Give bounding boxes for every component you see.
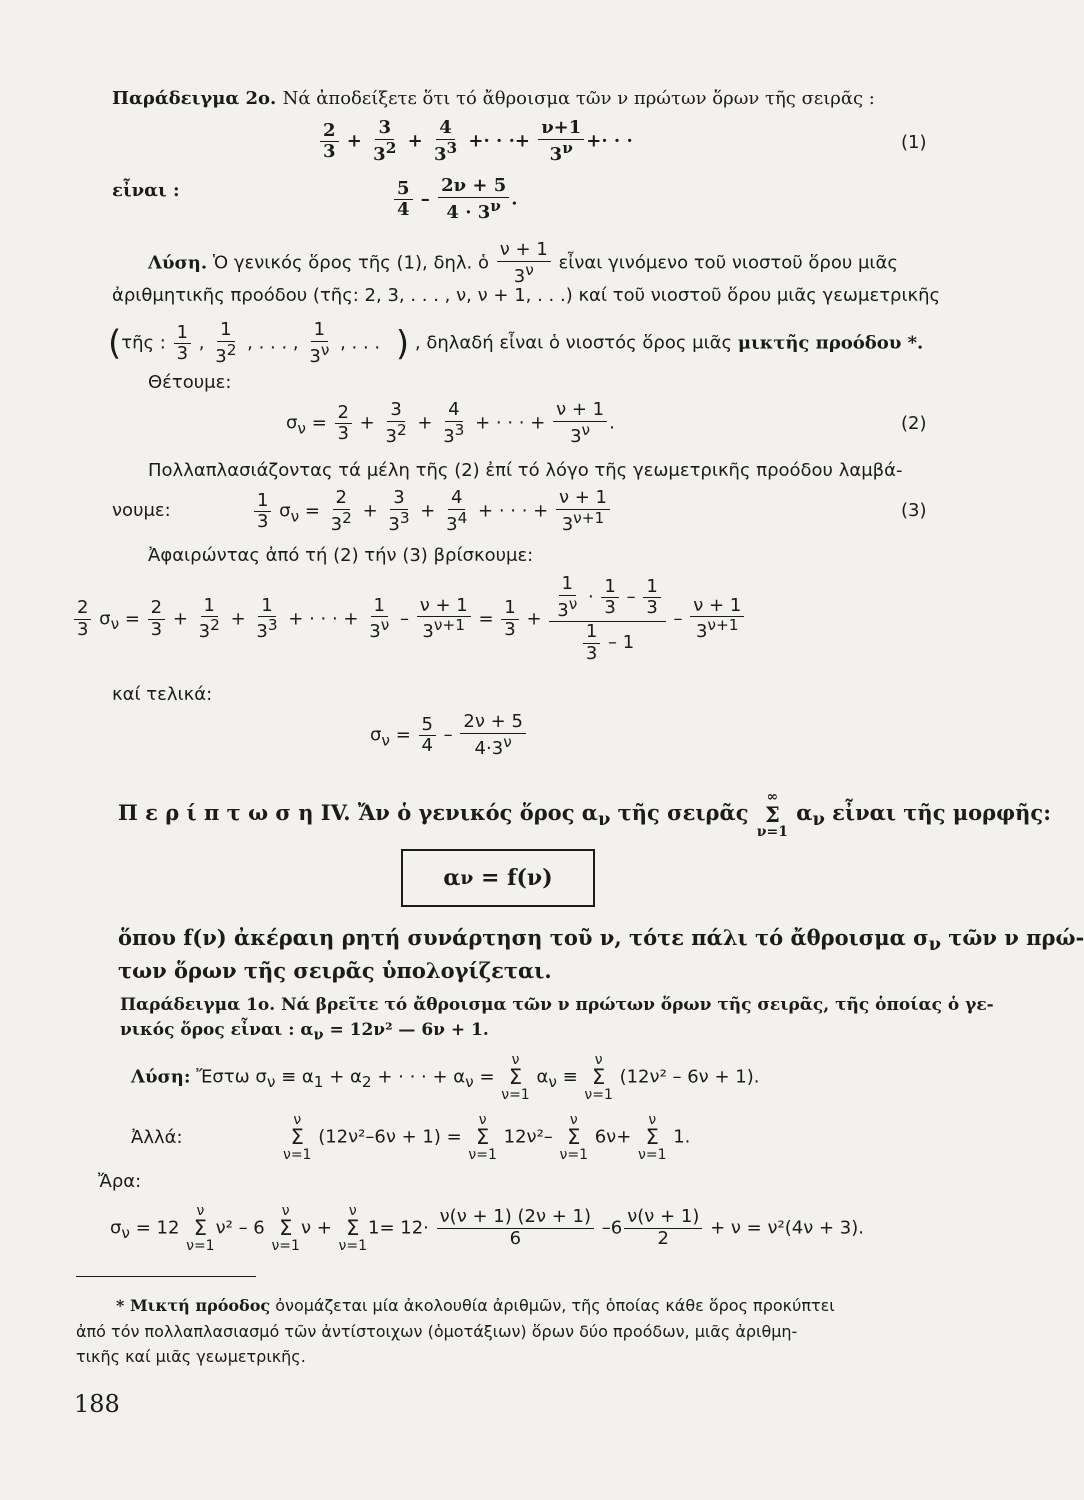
solution-line3: (τῆς : $\frac{1}{3}$ , $\frac{1}{3^2}$ , . . . , $\frac{1}{3^\nu}$ , . . . ) , δηλαδή εἶναι ὁ νιοστός ὅρος μιᾶς μικτῆς προόδου *. [108, 319, 924, 367]
footnote-text2: ἀπό τόν πολλαπλασιασμό τῶν ἀντίστοιχων (ὁμοτάξιων) ὅρων δύο προόδων, μιᾶς ἀριθμη- [76, 1322, 798, 1341]
footnote-line1 [116, 1296, 835, 1315]
eq3-label: (3) [901, 500, 927, 521]
final-sum-eq: $\sigma_\nu$ = $\frac{5}{4}$ – $\frac{2\nu + 5}{4\cdot 3^\nu}$ [370, 712, 528, 759]
case4-heading-line: Π ε ρ ί π τ ω σ η IV. Ἄν ὁ γενικός ὅρος $\alpha_\nu$ τῆς σειρᾶς ∞ Σ ν=1 $\alpha_\nu$ εἶναι τῆς μορφῆς: [118, 789, 1051, 840]
case4-para2: των ὅρων τῆς σειρᾶς ὑπολογίζεται. [118, 958, 552, 983]
example2-text: Νά ἀποδείξετε ὅτι τό ἄθροισμα τῶν ν πρώτων ὅρων τῆς σειρᾶς : [282, 88, 875, 109]
footnote-rule [76, 1276, 256, 1277]
series-equation: $\frac{2}{3}$ + $\frac{3}{3^2}$ + $\frac{4}{3^3}$ +· · ·+ $\frac{\nu+1}{3^\nu}$ +· · · [318, 118, 633, 165]
solution-line3-a: τῆς : [121, 332, 166, 354]
example1-line2: νικός ὅρος εἶναι : $\alpha_\nu = 12\nu^2$ — 6ν + 1. [120, 1020, 489, 1044]
alla-eq: ν Σ ν=1 (12ν²–6ν + 1) = ν Σ ν=1 12ν²– ν Σ ν=1 6ν+ ν Σ ν=1 1. [283, 1112, 691, 1163]
example1-solution-label: Λύση: [131, 1066, 191, 1088]
eq1-label: (1) [901, 132, 927, 153]
eq2-label: (2) [901, 413, 927, 434]
boxed-formula: α ν = f(ν) [401, 849, 595, 907]
case4-text-c: εἶναι τῆς μορφῆς: [824, 800, 1051, 825]
boxed-formula-rhs: f(ν) [507, 865, 553, 891]
case4-para-line1: ὅπου f(ν) ἀκέραιη ρητή συνάρτηση τοῦ ν, τότε πάλι τό ἄθροισμα $\sigma_\nu$ τῶν ν πρώ- [118, 925, 1084, 956]
pollapl-text: Πολλαπλασιάζοντας τά μέλη τῆς (2) ἐπί τό λόγο τῆς γεωμετρικῆς προόδου λαμβά- [148, 460, 903, 481]
footnote-text1: ὀνομάζεται μία ἀκολουθία ἀριθμῶν, τῆς ὁποίας κάθε ὅρος προκύπτει [275, 1296, 835, 1315]
case4-text-b: τῆς σειρᾶς [610, 800, 749, 825]
afair-text: Ἀφαιρώντας ἀπό τή (2) τήν (3) βρίσκουμε: [148, 545, 534, 566]
alla-label: Ἀλλά: [131, 1127, 183, 1148]
solution-line1-b: εἶναι γινόμενο τοῦ νιοστοῦ ὅρου μιᾶς [558, 252, 898, 274]
telika-text: καί τελικά: [112, 684, 213, 705]
solution-line2: ἀριθμητικῆς προόδου (τῆς: 2, 3, . . . , ν, ν + 1, . . .) καί τοῦ νιοστοῦ ὅρου μιᾶς γεωμετρικῆς [112, 285, 941, 306]
ara-label: Ἄρα: [98, 1171, 142, 1192]
example1-solution: Λύση: Ἔστω $\sigma_\nu \equiv \alpha_1 + \alpha_2$ + · · · + $\alpha_\nu$ = ν Σ ν=1 $\alpha_\nu$ ≡ ν Σ ν=1 (12ν² – 6ν + 1). [131, 1052, 760, 1103]
solution-line1: Λύση. Ὁ γενικός ὅρος τῆς (1), δηλ. ὁ $\frac{\nu + 1}{3^\nu}$ εἶναι γινόμενο τοῦ νιοστοῦ ὅρου μιᾶς [148, 239, 898, 287]
solution-line3-bold: μικτῆς προόδου *. [737, 332, 924, 354]
case4-para1: ὅπου f(ν) ἀκέραιη ρητή συνάρτηση τοῦ ν, τότε πάλι τό ἄθροισμα σ [118, 925, 929, 950]
example2-heading: Παράδειγμα 2ο. [112, 88, 277, 109]
case4-para1-end: τῶν ν πρώ- [940, 925, 1084, 950]
solution-line1-a: Ὁ γενικός ὅρος τῆς (1), δηλ. ὁ [212, 252, 489, 274]
thetoume: Θέτουμε: [148, 372, 232, 393]
example1-line1 [120, 995, 994, 1015]
page-number: 188 [74, 1390, 120, 1418]
subtraction-eq: $\frac{2}{3}$ $\sigma_\nu$ = $\frac{2}{3}$ + $\frac{1}{3^2}$ + $\frac{1}{3^3}$ + · · · + $\frac{1}{3^\nu}$ – $\frac{\nu + 1}{3^{\nu+1}}$ = $\frac{1}{3}$ + $\frac{1}{3^\nu}$ · $\frac{1}{3}$ – $\frac{1}{3}$ $\frac{1}{3}$ – 1 – $\frac{\nu + 1}{3^{\nu+1}}$ [72, 574, 746, 665]
case4-text-a: Ἄν ὁ γενικός ὅρος α [357, 800, 598, 825]
estw-label: Ἔστω [196, 1066, 250, 1088]
eq3: $\frac{1}{3}$ $\sigma_\nu$ = $\frac{2}{3^2}$ + $\frac{3}{3^3}$ + $\frac{4}{3^4}$ + · · · + $\frac{\nu + 1}{3^{\nu+1}}$ [252, 488, 612, 535]
footnote-text3: τικῆς καί μιᾶς γεωμετρικῆς. [76, 1347, 306, 1366]
footnote-bold: * Μικτή πρόοδος [116, 1296, 271, 1315]
eq2: $\sigma_\nu$ = $\frac{2}{3}$ + $\frac{3}{3^2}$ + $\frac{4}{3^3}$ + · · · + $\frac{\nu + 1}{3^\nu}$ . [286, 399, 615, 447]
example1-text2: νικός ὅρος εἶναι : [120, 1020, 295, 1040]
example1-text1: Νά βρεῖτε τό ἄθροισμα τῶν ν πρώτων ὅρων τῆς σειρᾶς, τῆς ὁποίας ὁ γε- [281, 995, 994, 1015]
example1-heading: Παράδειγμα 1ο. [120, 995, 276, 1015]
einai-label: εἶναι : [112, 180, 180, 201]
example2-heading-line [112, 88, 875, 109]
case4-heading: Π ε ρ ί π τ ω σ η IV. [118, 800, 351, 825]
solution-line3-b: , δηλαδή εἶναι ὁ νιοστός ὅρος μιᾶς [414, 332, 733, 354]
ara-eq: $\sigma_\nu = 12$ ν Σ ν=1 ν² – 6 ν Σ ν=1 ν + ν Σ ν=1 1= 12· $\frac{\nu(\nu + 1) (2\nu + 1)}{6}$ –6 $\frac{\nu(\nu + 1)}{2}$ + ν = ν²(4ν + 3). [110, 1203, 864, 1254]
sum-result: $\frac{5}{4}$ – $\frac{2\nu + 5}{4 \cdot 3^\nu}$ . [392, 176, 518, 223]
solution-label: Λύση. [148, 252, 208, 274]
general-term: = 12ν² — 6ν + 1. [329, 1020, 489, 1040]
noume-text: νουμε: [112, 500, 171, 521]
